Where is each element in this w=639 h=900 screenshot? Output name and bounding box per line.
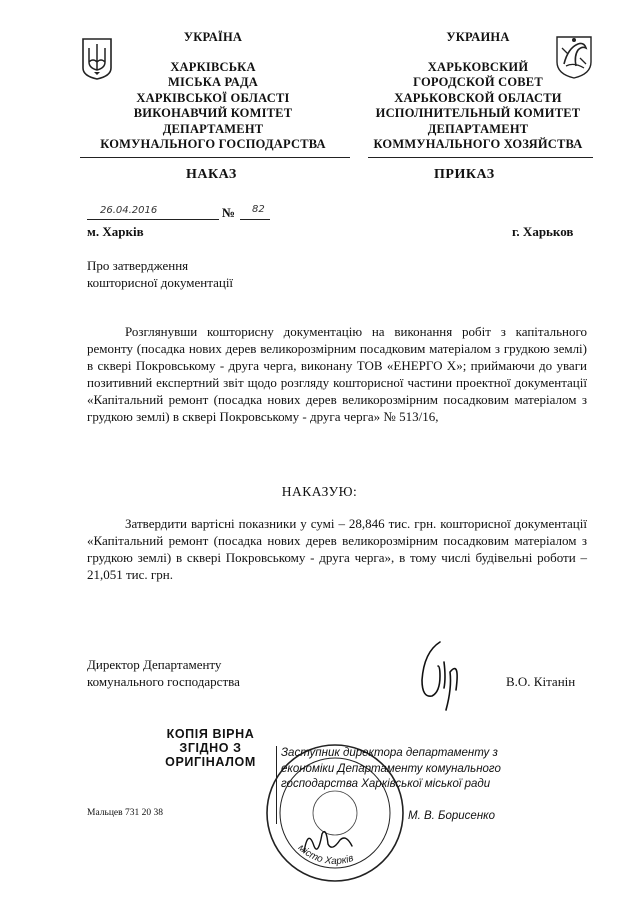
deputy-stamp-line: економіки Департаменту комунального: [281, 762, 501, 775]
header-left-line: МІСЬКА РАДА: [167, 75, 259, 89]
order-paragraph: Затвердити вартісні показники у сумі – 28,846 тис. грн. кошторисної документації «Капітальний ремонт (посадка нових дерев великорозмірним посадковим матеріалом з грудкою землі) в сквері Покровському - друга черга», в тому числі будівельні роботи – 21,051 тис. грн.: [87, 516, 587, 582]
header-divider-right: [368, 157, 593, 158]
subject-line: Про затвердження: [87, 258, 189, 273]
order-number: 82: [252, 204, 265, 215]
deputy-signature: [300, 822, 360, 858]
header-right-line: ИСПОЛНИТЕЛЬНЫЙ КОМИТЕТ: [375, 106, 581, 120]
copy-true-stamp: [148, 727, 273, 769]
header-left-line: ХАРКІВСЬКОЇ ОБЛАСТІ: [136, 90, 290, 105]
country-ua: УКРАЇНА: [183, 30, 243, 44]
header-left-line: ВИКОНАВЧИЙ КОМІТЕТ: [133, 106, 293, 120]
header-right-line: ХАРЬКОВСКОЙ ОБЛАСТИ: [394, 90, 562, 105]
position-line: Директор Департаменту: [87, 657, 222, 672]
trident-emblem-icon: [80, 36, 114, 80]
date-underline: [87, 219, 219, 220]
deputy-stamp: [276, 746, 513, 824]
city-ru: г. Харьков: [512, 224, 574, 239]
header-left-line: ДЕПАРТАМЕНТ: [162, 121, 264, 136]
deputy-stamp-line: господарства Харківської міської ради: [281, 778, 491, 790]
city-ua: м. Харків: [87, 224, 144, 239]
copy-stamp-line: ОРИГІНАЛОМ: [165, 755, 256, 769]
seal-text: місто Харків: [295, 842, 356, 867]
copy-stamp-line: ЗГІДНО З: [179, 741, 242, 755]
header-left-line: КОМУНАЛЬНОГО ГОСПОДАРСТВА: [100, 137, 326, 151]
order-date: 26.04.2016: [100, 205, 158, 216]
order-word: НАКАЗУЮ:: [281, 484, 358, 499]
header-left-line: ХАРКІВСЬКА: [170, 59, 256, 74]
subject-line: кошторисної документації: [87, 275, 234, 290]
director-signature: [410, 632, 470, 714]
number-label: №: [222, 205, 236, 220]
order-title-ru: ПРИКАЗ: [434, 167, 495, 182]
header-divider-left: [80, 157, 350, 158]
country-ru: УКРАИНА: [446, 30, 510, 44]
header-right-line: ГОРОДСКОЙ СОВЕТ: [413, 75, 543, 89]
signatory-position: [87, 656, 240, 690]
kharkiv-coat-of-arms-icon: [554, 34, 594, 80]
order-title-ua: НАКАЗ: [186, 167, 237, 182]
number-underline: [240, 219, 270, 220]
header-right-line: ДЕПАРТАМЕНТ: [427, 121, 529, 136]
author-line: Мальцев 731 20 38: [87, 808, 163, 818]
header-right-line: КОММУНАЛЬНОГО ХОЗЯЙСТВА: [373, 137, 583, 151]
header-right-line: ХАРЬКОВСКИЙ: [427, 59, 529, 74]
preamble-paragraph: Розглянувши кошторисну документацію на виконання робіт з капітального ремонту (посадка нових дерев великорозмірним посадковим матеріалом з грудкою землі) в сквері Покровському - друга черга, виконану ТОВ «ЕНЕРГО Х»; приймаючи до уваги позитивний експертний звіт щодо розгляду кошторисної частини проектної документації «Капітальний ремонт (посадка нових дерев великорозмірним посадковим матеріалом з грудкою землі) в сквері Покровському - друга черга» № 513/16,: [87, 324, 587, 424]
copy-stamp-line: КОПІЯ ВІРНА: [166, 727, 255, 741]
deputy-stamp-line: Заступник директора департаменту з: [281, 747, 498, 759]
deputy-name: М. В. Борисенко: [407, 809, 495, 822]
position-line: комунального господарства: [87, 674, 240, 689]
order-subject: [87, 257, 233, 291]
header-left: [88, 30, 338, 153]
signatory-name: В.О. Кітанін: [506, 674, 576, 689]
